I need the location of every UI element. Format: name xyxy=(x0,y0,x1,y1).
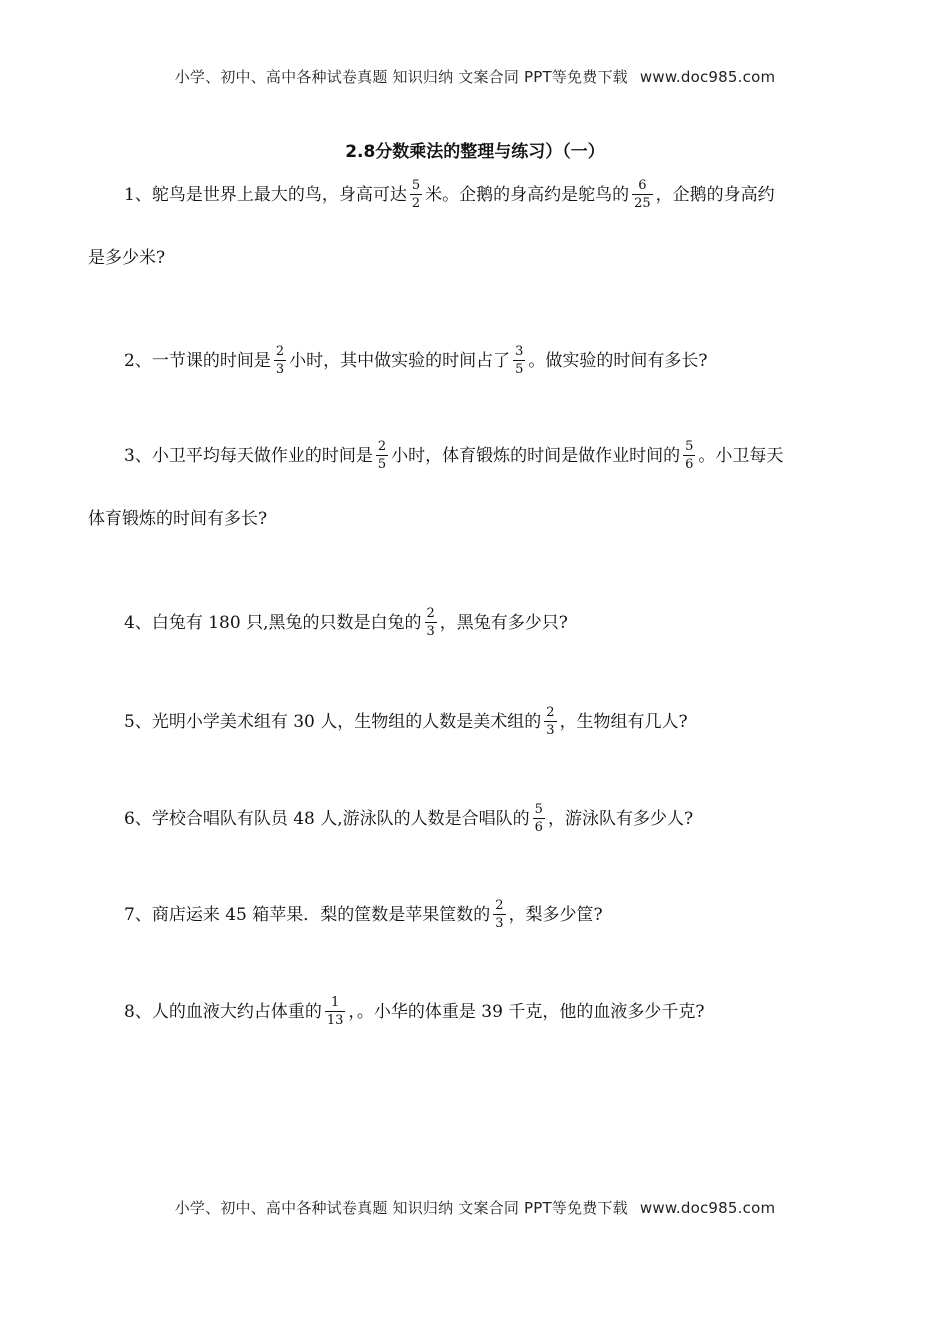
question-3-text-part: 小时，体育锻炼的时间是做作业时间的 xyxy=(391,446,681,466)
question-4-text-part: 白兔有 180 只,黑兔的只数是白兔的 xyxy=(151,613,422,633)
fraction-2-5 xyxy=(376,440,388,471)
fraction-numerator: 2 xyxy=(426,606,435,621)
fraction-6-25 xyxy=(632,179,653,210)
question-5-number: 5、 xyxy=(124,712,152,732)
fraction-denominator: 3 xyxy=(426,624,435,639)
worksheet-title: 2.8分数乘法的整理与练习）（一） xyxy=(345,142,605,162)
question-3 xyxy=(88,439,868,536)
question-5-text-part: ，生物组有几人? xyxy=(559,712,688,732)
question-2-text-part: 一节课的时间是 xyxy=(151,351,271,371)
question-1 xyxy=(88,178,868,275)
header-url[interactable]: www.doc985.com xyxy=(639,68,776,86)
fraction-2-3 xyxy=(544,706,556,737)
page-header xyxy=(0,66,950,87)
question-5-line-1 xyxy=(88,705,868,739)
question-4-number: 4、 xyxy=(124,613,152,633)
footer-url[interactable]: www.doc985.com xyxy=(639,1199,776,1217)
fraction-5-6 xyxy=(533,803,545,834)
question-1-number: 1、 xyxy=(124,185,152,205)
question-2-line-1 xyxy=(88,344,868,378)
fraction-denominator: 5 xyxy=(377,457,387,472)
question-4-text-part: ，黑兔有多少只? xyxy=(439,613,568,633)
question-1-text-part: 鸵鸟是世界上最大的鸟，身高可达 xyxy=(151,185,407,205)
question-7-line-1 xyxy=(88,898,868,932)
fraction-denominator: 6 xyxy=(685,457,694,472)
fraction-numerator: 1 xyxy=(325,996,346,1012)
question-6 xyxy=(88,802,868,836)
question-8-text-part: ，。小华的体重是 39 千克，他的血液多少千克? xyxy=(348,1002,705,1022)
question-2-text-part: 。做实验的时间有多长? xyxy=(528,351,708,371)
question-6-line-1 xyxy=(88,802,868,836)
question-2 xyxy=(88,344,868,378)
footer-text: 小学、初中、高中各种试卷真题 知识归纳 文案合同 PPT等免费下载 xyxy=(174,1199,628,1217)
fraction-numerator: 2 xyxy=(377,439,387,454)
fraction-numerator: 2 xyxy=(275,344,285,359)
fraction-denominator: 25 xyxy=(634,196,651,211)
fraction-2-3 xyxy=(493,899,505,930)
question-4 xyxy=(88,606,868,640)
fraction-2-3 xyxy=(425,607,437,638)
fraction-denominator: 13 xyxy=(326,1013,344,1028)
question-4-line-1 xyxy=(88,606,868,640)
fraction-2-3 xyxy=(274,345,286,376)
question-8-text-part: 人的血液大约占体重的 xyxy=(151,1002,322,1022)
question-7-number: 7、 xyxy=(124,905,152,925)
fraction-numerator: 2 xyxy=(546,705,555,720)
question-8-number: 8、 xyxy=(124,1002,152,1022)
question-7-text-part: ，梨多少筐? xyxy=(508,905,603,925)
question-7 xyxy=(88,898,868,932)
question-3-line-1 xyxy=(88,439,868,473)
question-3-text-part: 小卫平均每天做作业的时间是 xyxy=(151,446,373,466)
question-3-number: 3、 xyxy=(124,446,152,466)
fraction-numerator: 5 xyxy=(685,439,694,454)
fraction-numerator: 6 xyxy=(632,179,653,195)
fraction-denominator: 3 xyxy=(495,916,504,931)
fraction-5-2 xyxy=(410,179,422,210)
question-6-text-part: 学校合唱队有队员 48 人,游泳队的人数是合唱队的 xyxy=(151,809,530,829)
fraction-numerator: 5 xyxy=(411,178,421,193)
fraction-numerator: 2 xyxy=(495,898,504,913)
question-6-text-part: ，游泳队有多少人? xyxy=(547,809,694,829)
question-8 xyxy=(88,995,868,1029)
question-5 xyxy=(88,705,868,739)
question-2-number: 2、 xyxy=(124,351,152,371)
question-1-line-2: 是多少米? xyxy=(88,248,166,268)
page-footer xyxy=(0,1197,950,1218)
fraction-1-13 xyxy=(325,996,346,1027)
question-1-text-part: 米。企鹅的身高约是鸵鸟的 xyxy=(425,185,630,205)
fraction-numerator: 5 xyxy=(534,802,543,817)
question-1-text-part: ，企鹅的身高约 xyxy=(655,185,775,205)
fraction-denominator: 3 xyxy=(275,362,285,377)
fraction-3-5 xyxy=(513,345,525,376)
question-7-text-part: 商店运来 45 箱苹果．梨的筐数是苹果筐数的 xyxy=(151,905,491,925)
question-3-text-part: 。小卫每天 xyxy=(698,446,784,466)
header-text: 小学、初中、高中各种试卷真题 知识归纳 文案合同 PPT等免费下载 xyxy=(174,68,628,86)
question-3-line-2: 体育锻炼的时间有多长? xyxy=(88,509,268,529)
fraction-denominator: 2 xyxy=(411,196,421,211)
fraction-denominator: 6 xyxy=(534,820,543,835)
fraction-denominator: 3 xyxy=(546,723,555,738)
fraction-5-6 xyxy=(683,440,695,471)
question-6-number: 6、 xyxy=(124,809,152,829)
question-8-line-1 xyxy=(88,995,868,1029)
fraction-denominator: 5 xyxy=(515,362,524,377)
question-1-line-1 xyxy=(88,178,868,212)
question-2-text-part: 小时，其中做实验的时间占了 xyxy=(289,351,511,371)
question-5-text-part: 光明小学美术组有 30 人，生物组的人数是美术组的 xyxy=(151,712,542,732)
fraction-numerator: 3 xyxy=(515,344,524,359)
